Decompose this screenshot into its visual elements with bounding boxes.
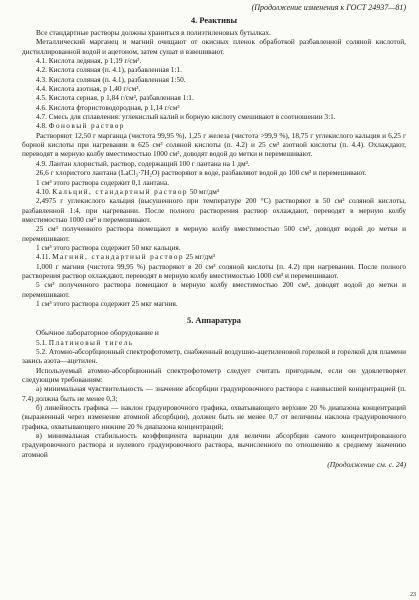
subsection-heading (22, 252, 406, 261)
paragraph: 4.6. Кислота фтористоводородная, р 1,14 г/см³ (36, 102, 180, 112)
paragraph: 4.5. Кислота серная, р 1,84 г/см³, разбавленная 1:1. (36, 93, 194, 103)
paragraph: 1 см³ этого раствора содержит 25 мкг магния. (36, 298, 178, 308)
spaced-title: Магний, стандартный раствор (52, 252, 184, 262)
paragraph: 4.9. Лантан хлористый, раствор, содержащий 100 г лантана на 1 дм³. (36, 158, 250, 168)
paragraph: 26,6 г хлористого лантана (LaCl₃·7H₂O) растворяют в воде, разбавляют водой до 100 см³ и перемешивают. (36, 168, 367, 178)
spacer (22, 308, 406, 313)
paragraph: 4.1. Кислота ледяная, р 1,19 г/см³. (36, 56, 142, 66)
paragraph: Используемый атомно-абсорбционный спектрофотометр следует считать пригодным, если он удовлетворяет следующим требованиям: (22, 365, 406, 385)
section-4-title: 4. Реактивы (190, 16, 238, 25)
paragraph: Металлический марганец и магний очищают от окисных пленок обработкой разбавленной соляной кислотой, дистиллированной водой и ацетоном, затем сушат и взвешивают. (22, 37, 406, 56)
item-number: 4.10. (36, 186, 53, 196)
page-number: 23 (410, 592, 416, 598)
paragraph: а) минимальная чувствительность — значение абсорбции градуировочного раствора с наивысшей концентрацией (п. 7.4) должна быть не менее 0,3; (22, 384, 406, 403)
paragraph: 4.4. Кислота азотная, р 1,40 г/см³. (36, 84, 141, 94)
spaced-title: Платиновый тигель (48, 337, 134, 347)
continuation-note: (Продолжение см. с. 24) (327, 460, 406, 470)
running-header: (Продолжение изменения к ГОСТ 24937—81) (251, 3, 406, 12)
paragraph: 1 см³ этого раствора содержит 0,1 лантана. (36, 177, 170, 187)
paragraph: 5.2. Атомно-абсорбционный спектрофотометр, снабженный воздушно-ацетиленовой горелкой и горелкой для пламени закись азота—ацетилен. (22, 347, 406, 366)
paragraph: 5 см³ полученного раствора помещают в мерную колбу вместимостью 200 см³, доводят водой до метки и перемешивают. (22, 280, 406, 299)
spaced-title: Кальций, стандартный раствор (52, 186, 188, 196)
paragraph: 4.7. Смесь для сплавления: углекислый калий и борную кислоту смешивают в соотношении 3:1. (36, 112, 336, 122)
paragraph: в) минимальная стабильность коэффициента вариации для величин абсорбции самого концентрированного градуировочного раствора и нулевого градуировочного раствора, вычисленного по отношению к среднему значению атомной (22, 431, 406, 459)
section-5-title: 5. Аппаратура (187, 316, 241, 326)
subsection-heading (22, 121, 406, 130)
paragraph: 25 см³ полученного раствора помещают в мерную колбу вместимостью 500 см³, доводят водой до метки и перемешивают. (22, 224, 406, 243)
paragraph: б) линейность графика — наклон градуировочного графика, охватывающего верхние 20 % диапазона концентраций (выраженный через изменение атомной абсорбции), должен быть не менее 0,7 от величины наклона градуировочного графика, охватывающего нижние 20 % диапазона концентраций; (22, 403, 406, 431)
paragraph: 4.3. Кислота соляная (п. 4.1), разбавленная 1:50. (36, 74, 186, 84)
paragraph: 1 см³ этого раствора содержит 50 мкг кальция. (36, 242, 181, 252)
paragraph: 2,4975 г углекислого кальция (высушенного при температуре 200 °C) растворяют в 50 см³ соляной кислоты, разбавленной 1:4, при нагревании. После полного растворения раствор охлаждают, переводят в мерную колбу вместимостью 1000 см³ и перемешивают. (22, 196, 406, 224)
item-number: 5.1. (36, 337, 49, 347)
subsection-heading (22, 338, 406, 347)
paragraph: Все стандартные растворы должны храниться в полиэтиленовых бутылках. (36, 28, 271, 37)
paragraph: Растворяют 12,50 г марганца (чистота 99,95 %), 1,25 г железа (чистота >99,9 %), 18,75 г углекислого кальция и 6,25 г борной кислоты при нагревании в 625 см³ соляной кислоты (п. 4.2) и 25 см³ азотной кислоты (п. 4.4). Охлаждают, переводят в мерную колбу вместимостью 1000 см³, доводят водой до метки и перемешивают. (22, 130, 406, 159)
paragraph: 4.2. Кислота соляная (п. 4.1), разбавленная 1:1. (36, 65, 182, 75)
item-number: 4.11. (36, 252, 53, 262)
paragraph: Обычное лабораторное оборудование и (36, 328, 159, 338)
concentration: 50 мг/дм³ (187, 186, 220, 196)
item-number: 4.8. (36, 121, 49, 131)
spaced-title: Фоновый раствор (48, 121, 125, 131)
concentration: 25 мг/дм³ (183, 252, 216, 262)
paragraph: 1,000 г магния (чистота 99,95 %) растворяют в 20 см³ соляной кислоты (п. 4.2) при нагревании. После полного растворения раствор охлаждают, переводят в мерную колбу вместимостью 1000 см³ и перемешивают. (22, 261, 406, 280)
subsection-heading (22, 187, 406, 196)
